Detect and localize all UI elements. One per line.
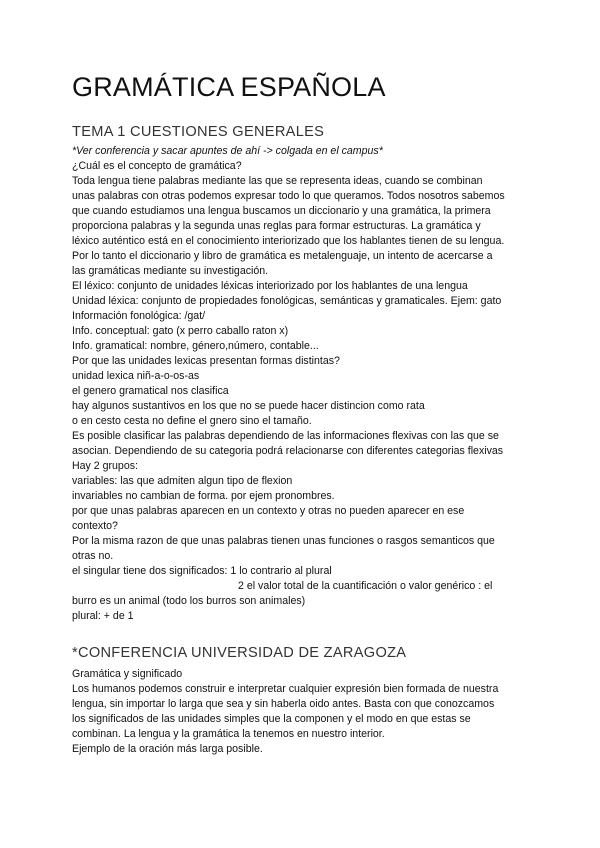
text-line: Información fonológica: /gat/: [72, 310, 206, 322]
text-line: proporciona palabras y la segunda unas reglas para formar estructuras. La gramática y: [72, 220, 481, 232]
section1-paragraph-end: [72, 594, 542, 624]
text-line: burro es un animal (todo los burros son animales): [72, 595, 306, 607]
page-title: GRAMÁTICA ESPAÑOLA: [72, 72, 386, 102]
text-line: léxico auténtico está en el conocimiento interiorizado que los hablantes tienen de su lengua.: [72, 235, 505, 247]
text-line: o en cesto cesta no define el gnero sino el tamaño.: [72, 415, 312, 427]
section1-paragraph: [72, 159, 542, 579]
text-line: Info. gramatical: nombre, género,número, contable...: [72, 340, 319, 352]
text-line: Ejemplo de la oración más larga posible.: [72, 743, 263, 755]
text-line: asocian. Dependiendo de su categoria podrá relacionarse con diferentes categorias flexivas: [72, 445, 504, 457]
text-line: lengua, sin importar lo larga que sea y sin haberla oido antes. Basta con que conozcamos: [72, 698, 495, 710]
text-line: unidad lexica niñ-a-o-os-as: [72, 370, 200, 382]
text-line: combinan. La lengua y la gramática la tenemos en nuestro interior.: [72, 728, 385, 740]
text-line: Toda lengua tiene palabras mediante las que se representa ideas, cuando se combinan: [72, 175, 483, 187]
text-line: el genero gramatical nos clasifica: [72, 385, 229, 397]
text-line: otras no.: [72, 550, 114, 562]
text-line: Los humanos podemos construir e interpretar cualquier expresión bien formada de nuestra: [72, 683, 499, 695]
section2-paragraph: [72, 667, 542, 757]
text-line: Gramática y significado: [72, 668, 183, 680]
text-line: ¿Cuál es el concepto de gramática?: [72, 160, 242, 172]
section2-body: [72, 667, 542, 757]
text-line: las gramáticas mediante su investigación.: [72, 265, 269, 277]
text-line: invariables no cambian de forma. por ejem pronombres.: [72, 490, 335, 502]
text-line: unas palabras con otras podemos expresar todo lo que queramos. Todos nosotros sabemos: [72, 190, 505, 202]
text-line: por que unas palabras aparecen en un contexto y otras no pueden aparecer en ese: [72, 505, 465, 517]
section-heading-tema1: TEMA 1 CUESTIONES GENERALES: [72, 124, 325, 140]
text-line: Unidad léxica: conjunto de propiedades fonológicas, semánticas y gramaticales. Ejem: gato: [72, 295, 502, 307]
text-line: variables: las que admiten algun tipo de flexion: [72, 475, 293, 487]
section1-body: [72, 144, 542, 624]
text-line: Es posible clasificar las palabras dependiendo de las informaciones flexivas con las que se: [72, 430, 499, 442]
text-line: el singular tiene dos significados: 1 lo contrario al plural: [72, 565, 332, 577]
text-line: que cuando estudiamos una lengua buscamos un diccionario y una gramática, la primera: [72, 205, 491, 217]
text-line: Info. conceptual: gato (x perro caballo raton x): [72, 325, 289, 337]
text-line: Hay 2 grupos:: [72, 460, 138, 472]
text-line: contexto?: [72, 520, 118, 532]
text-line: Por lo tanto el diccionario y libro de gramática es metalenguaje, un intento de acercarse a: [72, 250, 493, 262]
text-line: hay algunos sustantivos en los que no se puede hacer distincion como rata: [72, 400, 425, 412]
section-heading-conferencia: *CONFERENCIA UNIVERSIDAD DE ZARAGOZA: [72, 645, 407, 661]
indented-line: 2 el valor total de la cuantificación o valor genérico : el: [238, 580, 493, 592]
text-line: Por que las unidades lexicas presentan formas distintas?: [72, 355, 340, 367]
text-line: Por la misma razon de que unas palabras tienen unas funciones o rasgos semanticos que: [72, 535, 495, 547]
text-line: El léxico: conjunto de unidades léxicas interiorizado por los hablantes de una lengua: [72, 280, 468, 292]
text-line: plural: + de 1: [72, 610, 134, 622]
text-line: los significados de las unidades simples que la componen y el modo en que estas se: [72, 713, 471, 725]
campus-note: *Ver conferencia y sacar apuntes de ahí -> colgada en el campus*: [72, 145, 383, 157]
